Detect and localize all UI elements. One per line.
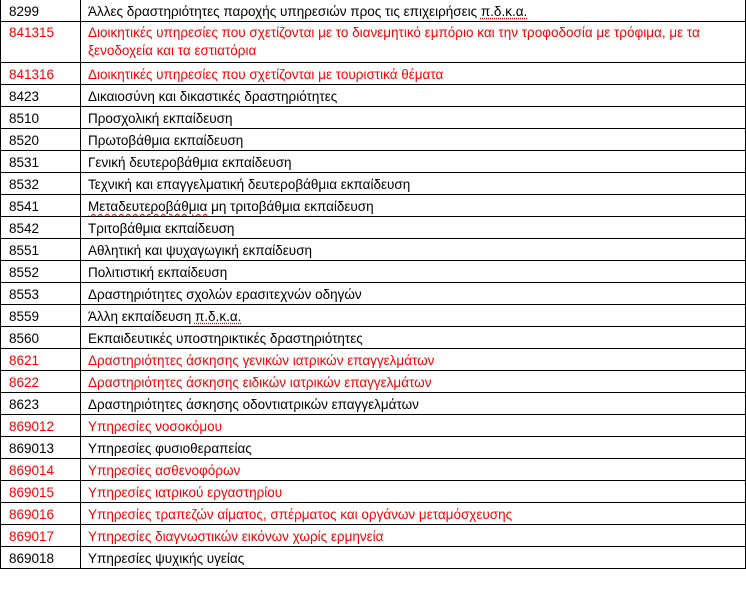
description-text: Δραστηριότητες σχολών ερασιτεχνών οδηγών [88,287,362,302]
description-text: Τεχνική και επαγγελματική δευτεροβάθμια εκπαίδευση [88,177,411,192]
activity-description-cell [81,217,746,239]
activity-code-cell: 8423 [1,85,81,107]
table-row [1,371,746,393]
table-row [1,85,746,107]
table-row [1,283,746,305]
activity-code-cell: 8299 [1,0,81,22]
activity-code-cell: 869015 [1,481,81,503]
activity-description-cell [81,129,746,151]
activity-description-cell [81,261,746,283]
table-row [1,327,746,349]
description-text-suffix: μη τριτοβάθμια εκπαίδευση [207,199,374,214]
activity-code-cell: 8622 [1,371,81,393]
table-row [1,393,746,415]
table-row [1,481,746,503]
activity-code-cell: 8552 [1,261,81,283]
activity-description-cell [81,415,746,437]
description-text: Υπηρεσίες ασθενοφόρων [88,463,241,478]
table-row [1,503,746,525]
activity-description-cell [81,173,746,195]
table-row [1,261,746,283]
activity-description-cell [81,107,746,129]
activity-code-cell: 8532 [1,173,81,195]
activity-code-cell: 8623 [1,393,81,415]
table-row [1,437,746,459]
activity-code-cell: 841315 [1,22,81,63]
activity-description-cell [81,393,746,415]
description-text: Υπηρεσίες ψυχικής υγείας [88,551,245,566]
activity-description-cell [81,22,746,63]
activity-code-cell: 8510 [1,107,81,129]
activity-description-cell [81,151,746,173]
table-row [1,129,746,151]
activity-description-cell [81,547,746,569]
activity-description-cell [81,459,746,481]
spellcheck-marked-text: π.δ.κ.α. [194,309,242,324]
activity-code-cell: 8520 [1,129,81,151]
description-text: Εκπαιδευτικές υποστηρικτικές δραστηριότητες [88,331,363,346]
activity-description-cell [81,371,746,393]
description-text: Δραστηριότητες άσκησης ειδικών ιατρικών επαγγελμάτων [88,375,432,390]
activity-description-cell [81,481,746,503]
table-body [1,0,746,569]
description-text: Πρωτοβάθμια εκπαίδευση [88,133,244,148]
activity-code-cell: 8553 [1,283,81,305]
table-row [1,239,746,261]
activity-code-cell: 8559 [1,305,81,327]
table-row [1,107,746,129]
table-row [1,151,746,173]
activity-code-cell: 869014 [1,459,81,481]
table-row [1,547,746,569]
description-text: Υπηρεσίες διαγνωστικών εικόνων χωρίς ερμηνεία [88,529,384,544]
description-text: Άλλες δραστηριότητες παροχής υπηρεσιών προς τις επιχειρήσεις [88,4,481,19]
activity-code-cell: 869013 [1,437,81,459]
description-text: Διοικητικές υπηρεσίες που σχετίζονται με τουριστικά θέματα [88,67,444,82]
table-row [1,217,746,239]
description-text: Διοικητικές υπηρεσίες που σχετίζονται με το διανεμητικό εμπόριο και την τροφοδοσία με τρόφιμα, με τα ξενοδοχεία και τα εστιατόρια [88,25,700,58]
activity-description-cell [81,437,746,459]
description-text: Τριτοβάθμια εκπαίδευση [88,221,235,236]
activity-description-cell [81,327,746,349]
table-row [1,525,746,547]
activity-description-cell [81,305,746,327]
activity-description-cell [81,195,746,217]
activity-code-cell: 8621 [1,349,81,371]
table-row [1,459,746,481]
description-text: Δραστηριότητες άσκησης οδοντιατρικών επαγγελμάτων [88,397,419,412]
spellcheck-marked-text: π.δ.κ.α. [480,4,528,19]
description-text: Γενική δευτεροβάθμια εκπαίδευση [88,155,292,170]
table-row [1,63,746,85]
table-row [1,22,746,63]
description-text: Υπηρεσίες ιατρικού εργαστηρίου [88,485,283,500]
activity-description-cell [81,525,746,547]
table-row [1,195,746,217]
description-text: Προσχολική εκπαίδευση [88,111,233,126]
spellcheck-marked-text: Μεταδευτεροβάθμια [88,199,208,214]
activity-description-cell [81,85,746,107]
activity-code-cell: 869017 [1,525,81,547]
activity-code-cell: 869012 [1,415,81,437]
description-text: Υπηρεσίες τραπεζών αίματος, σπέρματος και οργάνων μεταμόσχευσης [88,507,513,522]
activity-description-cell [81,283,746,305]
activity-code-cell: 869016 [1,503,81,525]
table-row [1,349,746,371]
description-text: Δικαιοσύνη και δικαστικές δραστηριότητες [88,89,338,104]
description-text: Δραστηριότητες άσκησης γενικών ιατρικών επαγγελμάτων [88,353,435,368]
activity-code-cell: 8541 [1,195,81,217]
description-text: Πολιτιστική εκπαίδευση [88,265,228,280]
activity-description-cell [81,239,746,261]
activity-code-cell: 841316 [1,63,81,85]
activity-description-cell [81,503,746,525]
activity-code-cell: 8560 [1,327,81,349]
description-text: Άλλη εκπαίδευση [88,309,195,324]
table-row [1,173,746,195]
activity-code-cell: 8542 [1,217,81,239]
description-text: Αθλητική και ψυχαγωγική εκπαίδευση [88,243,313,258]
table-row [1,415,746,437]
activity-code-cell: 8551 [1,239,81,261]
description-text: Υπηρεσίες νοσοκόμου [88,419,222,434]
activity-code-cell: 869018 [1,547,81,569]
activity-description-cell [81,63,746,85]
description-text: Υπηρεσίες φυσιοθεραπείας [88,441,252,456]
activity-description-cell [81,0,746,22]
table-row [1,305,746,327]
activity-description-cell [81,349,746,371]
table-row [1,0,746,22]
activity-code-cell: 8531 [1,151,81,173]
